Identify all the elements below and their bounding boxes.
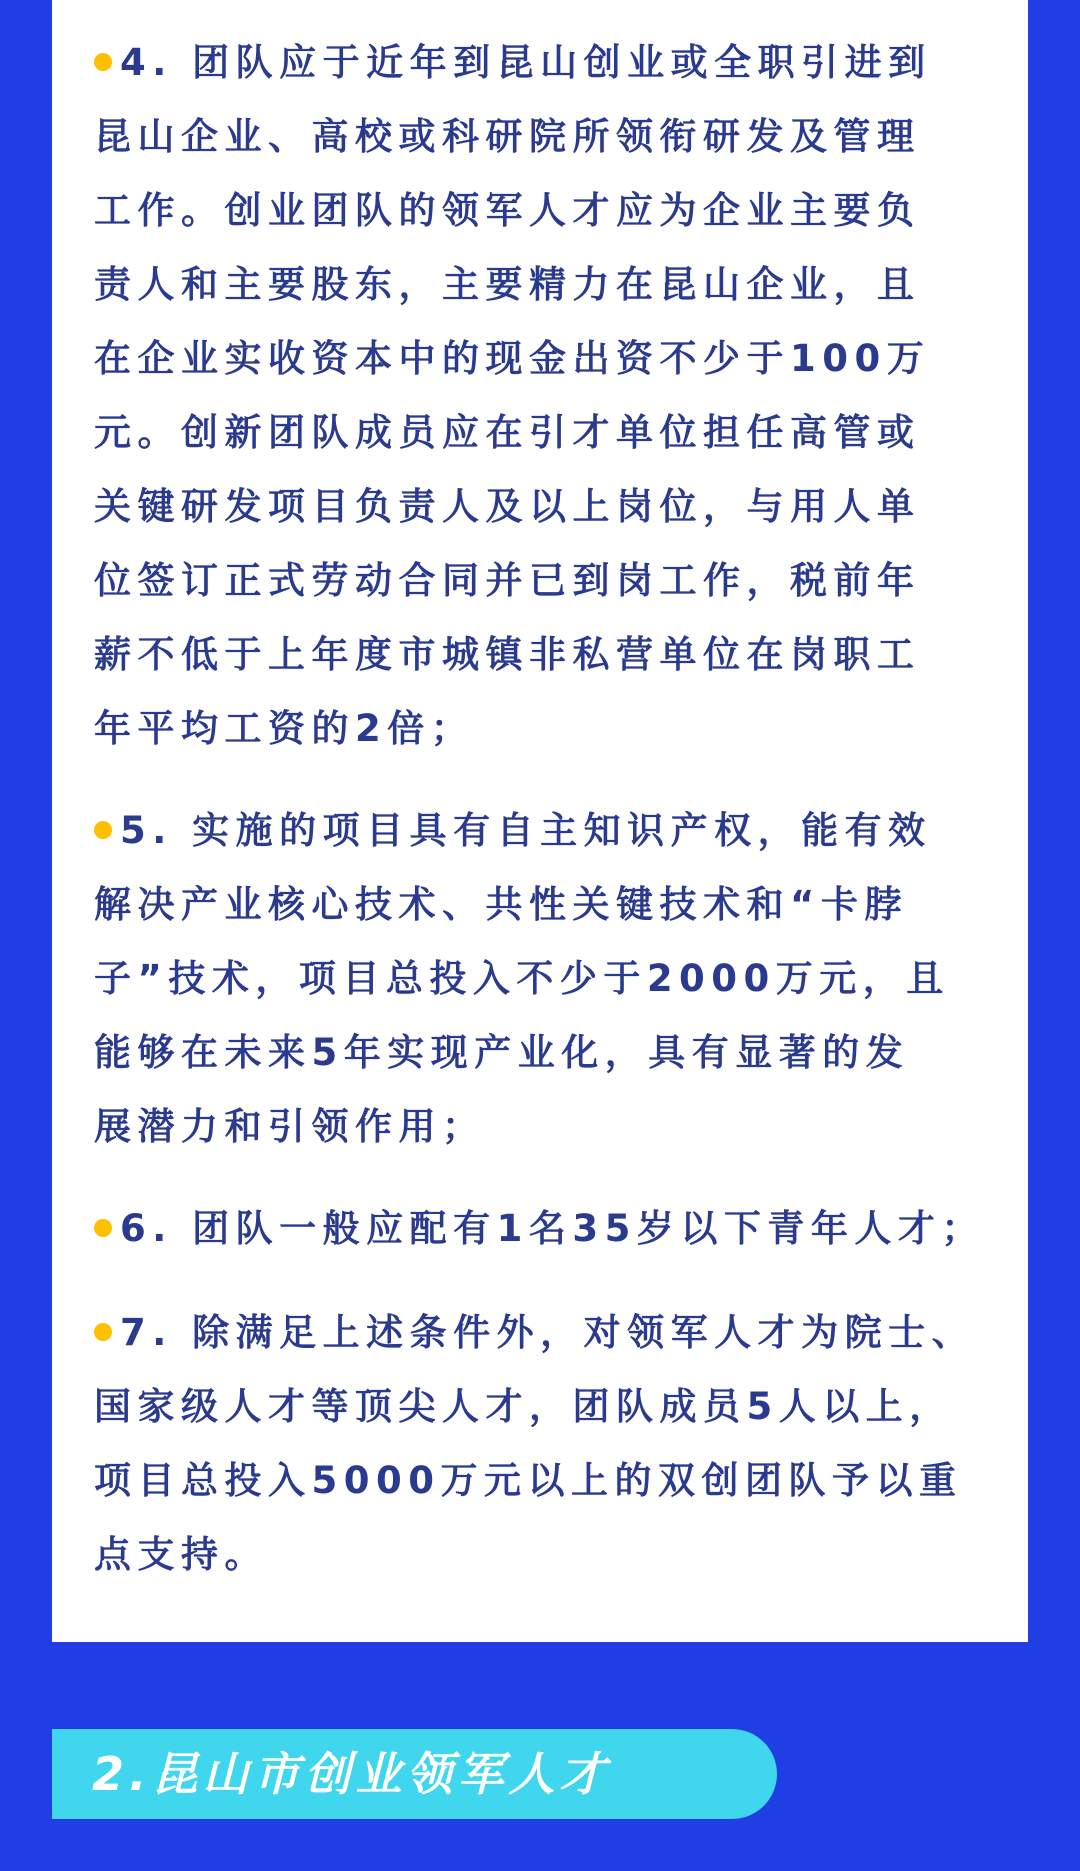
text-line: 展潜力和引领作用；	[94, 1105, 486, 1148]
text-line	[94, 794, 1039, 868]
line-text: 5. 实施的项目具有自主知识产权，能有效	[120, 809, 932, 852]
condition-item-6	[94, 1192, 1039, 1266]
bullet-dot-icon	[94, 53, 112, 71]
text-line: 在企业实收资本中的现金出资不少于100万	[94, 337, 931, 380]
line-text: 4. 团队应于近年到昆山创业或全职引进到	[120, 41, 932, 84]
text-line	[94, 1192, 1039, 1266]
section-header	[52, 1729, 777, 1819]
text-line: 责人和主要股东，主要精力在昆山企业，且	[94, 263, 921, 306]
condition-item-4	[94, 26, 1039, 766]
text-line: 子”技术，项目总投入不少于2000万元，且	[94, 957, 950, 1000]
text-line	[94, 1296, 1039, 1370]
text-line: 薪不低于上年度市城镇非私营单位在岗职工	[94, 633, 921, 676]
line-text: 7. 除满足上述条件外，对领军人才为院士、	[120, 1311, 976, 1354]
text-line: 点支持。	[94, 1533, 268, 1576]
bullet-dot-icon	[94, 821, 112, 839]
section-title: 2.昆山市创业领军人才	[92, 1747, 611, 1801]
text-line: 工作。创业团队的领军人才应为企业主要负	[94, 189, 921, 232]
text-line: 解决产业核心技术、共性关键技术和“卡脖	[94, 883, 908, 926]
text-line: 国家级人才等顶尖人才，团队成员5人以上，	[94, 1385, 953, 1428]
condition-item-5	[94, 794, 1039, 1164]
text-line: 能够在未来5年实现产业化，具有显著的发	[94, 1031, 910, 1074]
content-card	[52, 0, 1028, 1642]
text-line: 位签订正式劳动合同并已到岗工作，税前年	[94, 559, 921, 602]
text-line: 昆山企业、高校或科研院所领衔研发及管理	[94, 115, 921, 158]
text-line	[94, 26, 1039, 100]
bullet-dot-icon	[94, 1323, 112, 1341]
condition-item-7	[94, 1296, 1039, 1592]
text-line: 元。创新团队成员应在引才单位担任高管或	[94, 411, 921, 454]
line-text: 6. 团队一般应配有1名35岁以下青年人才；	[120, 1207, 985, 1250]
text-line: 项目总投入5000万元以上的双创团队予以重	[94, 1459, 963, 1502]
text-line: 关键研发项目负责人及以上岗位，与用人单	[94, 485, 921, 528]
bullet-dot-icon	[94, 1219, 112, 1237]
text-line: 年平均工资的2倍；	[94, 707, 475, 750]
